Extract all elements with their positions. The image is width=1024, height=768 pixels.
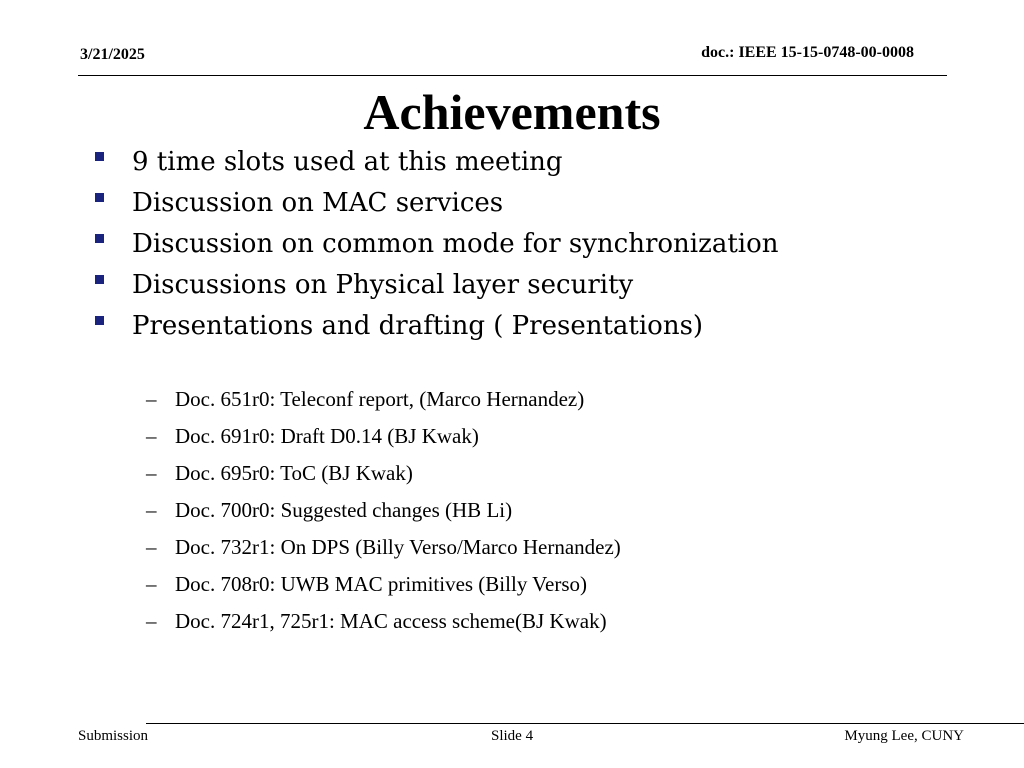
sub-item [146,492,621,529]
bullet-text: Discussion on MAC services [132,187,504,218]
sub-item-text: Doc. 700r0: Suggested changes (HB Li) [175,498,513,522]
dash-icon: – [146,424,157,448]
bullet-text: 9 time slots used at this meeting [132,146,563,177]
header-divider [78,75,947,76]
sub-item [146,603,621,640]
bullet-item [92,223,778,264]
sub-item [146,381,621,418]
bullet-text: Presentations and drafting ( Presentations) [132,310,704,341]
bullet-item [92,264,778,305]
dash-icon: – [146,572,157,596]
dash-icon: – [146,387,157,411]
dash-icon: – [146,461,157,485]
square-bullet-icon [95,275,104,284]
footer-slide-number: Slide 4 [491,728,534,744]
square-bullet-icon [95,234,104,243]
dash-icon: – [146,609,157,633]
footer-author: Myung Lee, CUNY [844,728,964,744]
footer-submission: Submission [78,728,149,744]
sub-item [146,529,621,566]
square-bullet-icon [95,193,104,202]
sub-item-text: Doc. 651r0: Teleconf report, (Marco Hernandez) [175,387,585,411]
sub-item-text: Doc. 695r0: ToC (BJ Kwak) [175,461,413,485]
bullet-item [92,182,778,223]
slide-title: Achievements [363,84,661,140]
sub-item-text: Doc. 732r1: On DPS (Billy Verso/Marco Hernandez) [175,535,621,559]
sub-item [146,418,621,455]
bullet-item [92,305,778,346]
bullet-list [92,141,778,346]
header-date: 3/21/2025 [80,46,145,63]
bullet-text: Discussion on common mode for synchronization [132,228,779,259]
sub-bullet-list [146,381,621,640]
sub-item [146,566,621,603]
dash-icon: – [146,535,157,559]
square-bullet-icon [95,316,104,325]
sub-item-text: Doc. 691r0: Draft D0.14 (BJ Kwak) [175,424,479,448]
sub-item-text: Doc. 708r0: UWB MAC primitives (Billy Verso) [175,572,588,596]
bullet-text: Discussions on Physical layer security [132,269,634,300]
footer-divider [146,723,1024,724]
square-bullet-icon [95,152,104,161]
sub-item [146,455,621,492]
bullet-item [92,141,778,182]
header-doc-id: doc.: IEEE 15-15-0748-00-0008 [701,44,914,61]
dash-icon: – [146,498,157,522]
sub-item-text: Doc. 724r1, 725r1: MAC access scheme(BJ Kwak) [175,609,607,633]
